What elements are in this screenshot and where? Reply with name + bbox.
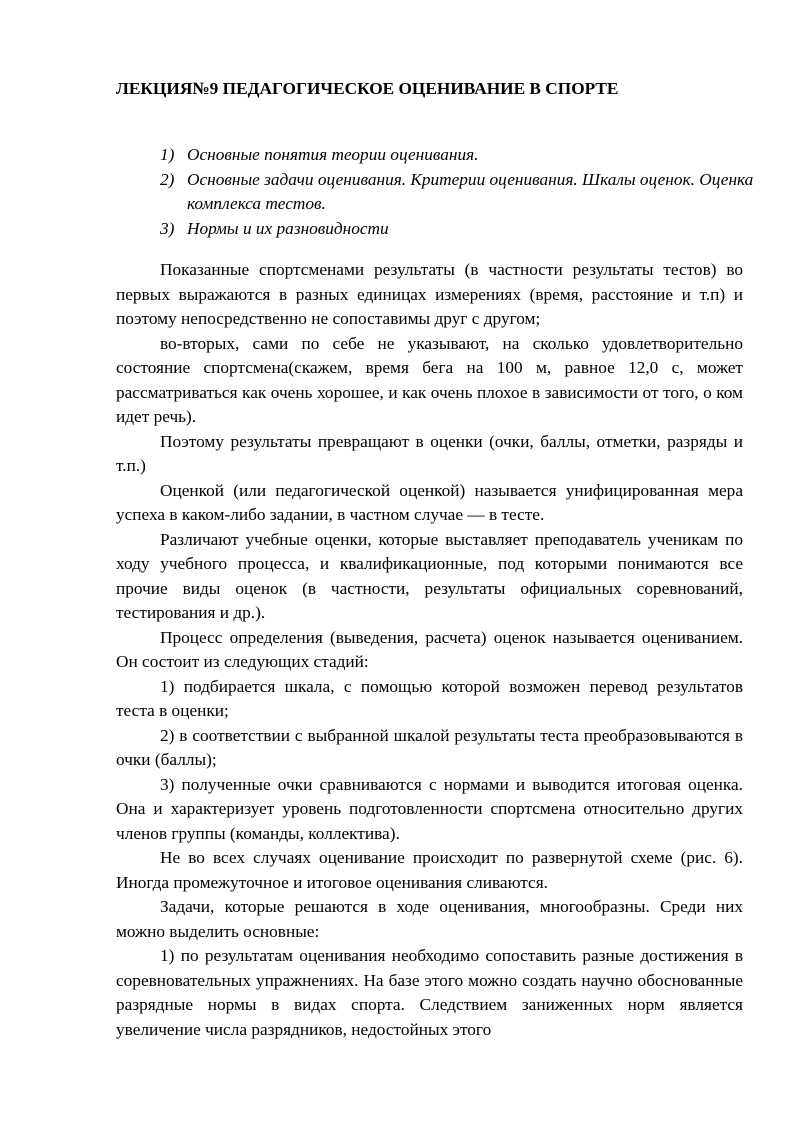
body-paragraph: Задачи, которые решаются в ходе оценивания, многообразны. Среди них можно выделить основные: (116, 897, 743, 941)
body-paragraph: во-вторых, сами по себе не указывают, на сколько удовлетворительно состояние спортсмена(скажем, время бега на 100 м, равное 12,0 с, может рассматриваться как очень хорошее, и как очень плохое в зависимости от того, о ком идет речь). (116, 333, 743, 426)
body-paragraph: 1) по результатам оценивания необходимо сопоставить разные достижения в соревновательных упражнениях. На базе этого можно создать научно обоснованные разрядные нормы в видах спорта. Следствием заниженных норм является увеличение числа разрядников, недостойных этого (116, 946, 743, 1039)
outline-item (160, 143, 760, 168)
body-paragraph: Различают учебные оценки, которые выставляет преподаватель ученикам по ходу учебного процесса, и квалификационные, под которыми понимаются все прочие виды оценок (в частности, результаты официальных соревнований, тестирования и др.). (116, 529, 743, 622)
outline-number: 3) (160, 218, 175, 238)
outline-text: Нормы и их разновидности (187, 218, 389, 238)
outline-number: 1) (160, 145, 175, 164)
body-paragraph: Не во всех случаях оценивание происходит по развернутой схеме (рис. 6). Иногда промежуточное и итоговое оценивания сливаются. (116, 848, 743, 892)
outline-item (160, 217, 760, 242)
body-paragraph: Оценкой (или педагогической оценкой) называется унифицированная мера успеха в каком-либо задании, в частном случае — в тесте. (116, 480, 743, 524)
lecture-title: ЛЕКЦИЯ№9 ПЕДАГОГИЧЕСКОЕ ОЦЕНИВАНИЕ В СПОРТЕ (116, 79, 619, 98)
outline-item (160, 168, 760, 217)
outline-text: Основные понятия теории оценивания. (187, 145, 479, 164)
outline-number: 2) (160, 169, 175, 189)
body-paragraph: Процесс определения (выведения, расчета) оценок называется оцениванием. Он состоит из следующих стадий: (116, 627, 743, 671)
body-paragraph: Показанные спортсменами результаты (в частности результаты тестов) во первых выражаются в разных единицах измерениях (время, расстояние и т.п) и поэтому непосредственно не сопоставимы друг с другом; (116, 260, 743, 328)
body-paragraph: 1) подбирается шкала, с помощью которой возможен перевод результатов теста в оценки; (116, 676, 743, 720)
lecture-outline (160, 143, 760, 241)
body-paragraph: Поэтому результаты превращают в оценки (очки, баллы, отметки, разряды и т.п.) (116, 431, 743, 475)
body-paragraph: 3) полученные очки сравниваются с нормами и выводится итоговая оценка. Она и характеризует уровень подготовленности спортсмена относительно других членов группы (команды, коллектива). (116, 774, 743, 843)
body-paragraph: 2) в соответствии с выбранной шкалой результаты теста преобразовываются в очки (баллы); (116, 725, 743, 769)
outline-text: Основные задачи оценивания. Критерии оценивания. Шкалы оценок. Оценка комплекса тестов. (187, 169, 754, 213)
lecture-body (116, 258, 743, 1042)
